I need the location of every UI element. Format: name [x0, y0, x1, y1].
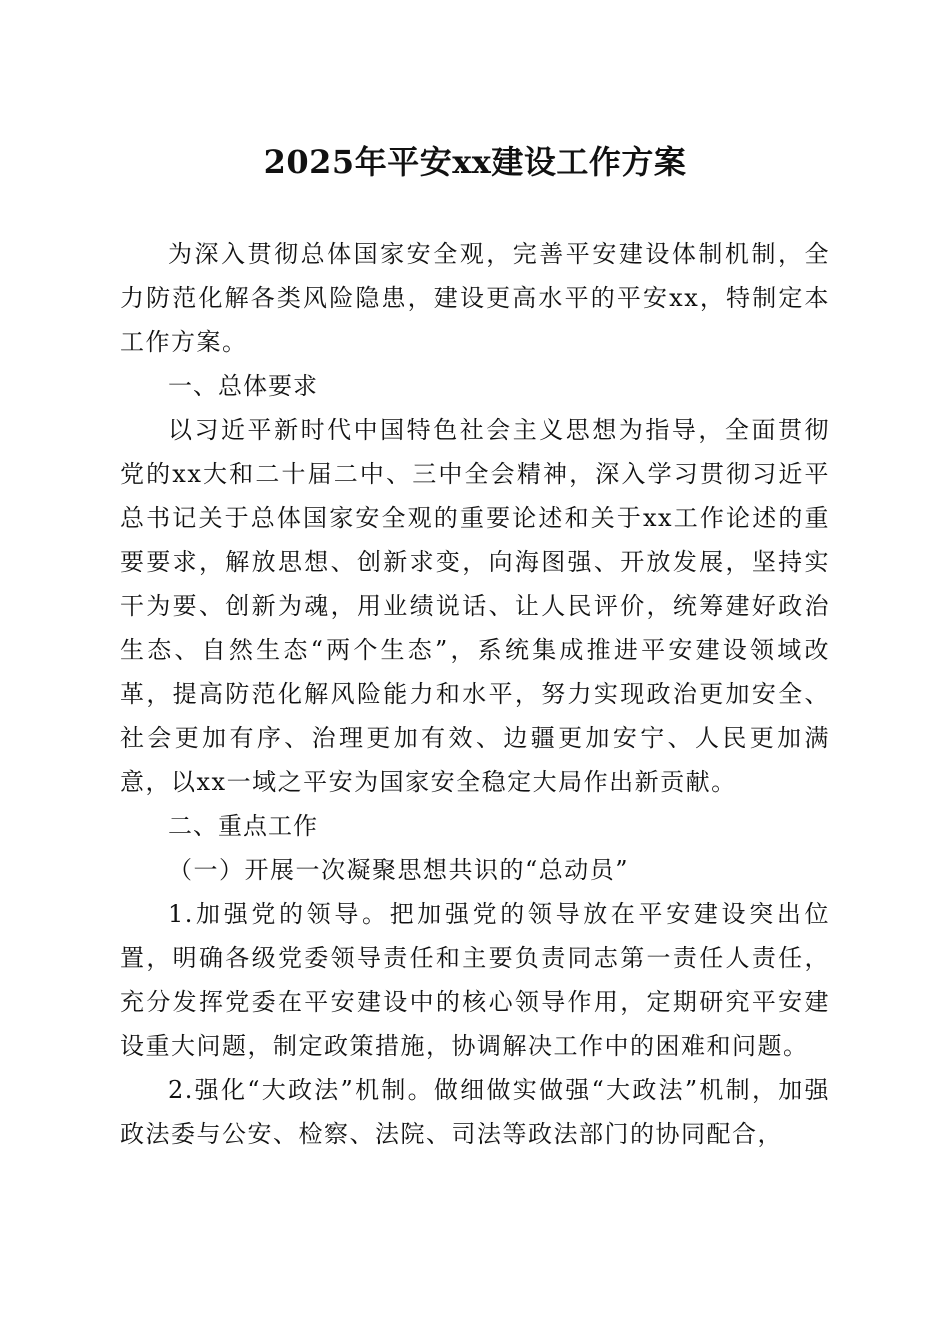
subsection-heading-mobilization: （一）开展一次凝聚思想共识的“总动员”: [168, 856, 630, 884]
intro-paragraph: 为深入贯彻总体国家安全观，完善平安建设体制机制，全力防范化解各类风险隐患，建设更高水平的平安xx，特制定本工作方案。: [120, 240, 830, 356]
document-title: 2025年平安xx建设工作方案: [263, 143, 687, 181]
section-heading-general-requirements: 一、总体要求: [168, 372, 318, 400]
general-requirements-paragraph: 以习近平新时代中国特色社会主义思想为指导，全面贯彻党的xx大和二十届二中、三中全会精神，深入学习贯彻习近平总书记关于总体国家安全观的重要论述和关于xx工作论述的重要要求，解放思想、创新求变，向海图强、开放发展，坚持实干为要、创新为魂，用业绩说话、让人民评价，统筹建好政治生态、自然生态“两个生态”，系统集成推进平安建设领域改革，提高防范化解风险能力和水平，努力实现政治更加安全、社会更加有序、治理更加有效、边疆更加安宁、人民更加满意，以xx一域之平安为国家安全稳定大局作出新贡献。: [120, 416, 830, 796]
item-2-paragraph: 2.强化“大政法”机制。做细做实做强“大政法”机制，加强政法委与公安、检察、法院、司法等政法部门的协同配合，: [120, 1076, 830, 1148]
item-1-paragraph: 1.加强党的领导。把加强党的领导放在平安建设突出位置，明确各级党委领导责任和主要负责同志第一责任人责任，充分发挥党委在平安建设中的核心领导作用，定期研究平安建设重大问题，制定政策措施，协调解决工作中的困难和问题。: [120, 900, 830, 1060]
section-heading-key-work: 二、重点工作: [168, 812, 318, 840]
document-body: [120, 232, 830, 1156]
